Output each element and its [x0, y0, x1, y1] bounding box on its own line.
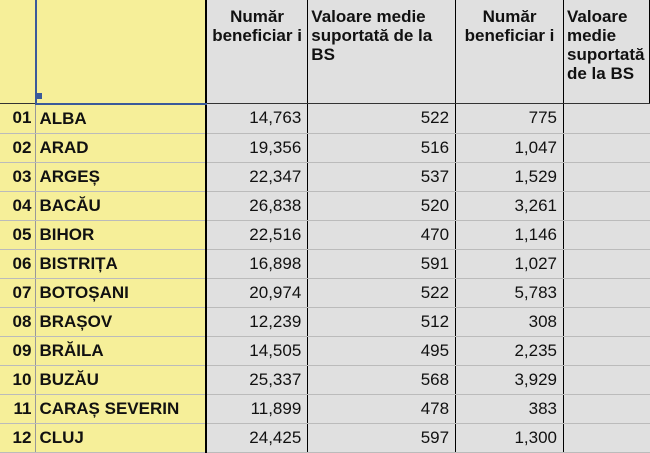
header-code-cell[interactable] — [0, 0, 36, 104]
beneficiari-1-cell[interactable]: 14,505 — [206, 336, 308, 365]
beneficiari-2-cell[interactable]: 3,929 — [456, 365, 564, 394]
code-cell[interactable]: 10 — [0, 365, 36, 394]
county-cell[interactable]: BACĂU — [36, 191, 206, 220]
beneficiari-1-cell[interactable]: 12,239 — [206, 307, 308, 336]
beneficiari-2-cell[interactable]: 1,300 — [456, 423, 564, 452]
beneficiari-1-cell[interactable]: 25,337 — [206, 365, 308, 394]
beneficiari-2-cell[interactable]: 1,146 — [456, 220, 564, 249]
table-row — [0, 162, 650, 191]
code-cell[interactable]: 09 — [0, 336, 36, 365]
beneficiari-1-cell[interactable]: 24,425 — [206, 423, 308, 452]
county-cell[interactable]: BRAȘOV — [36, 307, 206, 336]
header-row — [0, 0, 650, 104]
code-cell[interactable]: 03 — [0, 162, 36, 191]
table-row — [0, 133, 650, 162]
beneficiari-1-cell[interactable]: 19,356 — [206, 133, 308, 162]
beneficiari-1-cell[interactable]: 22,347 — [206, 162, 308, 191]
code-cell[interactable]: 04 — [0, 191, 36, 220]
code-cell[interactable]: 01 — [0, 104, 36, 134]
valoare-medie-2-cell[interactable] — [563, 104, 649, 134]
table-row — [0, 307, 650, 336]
beneficiari-1-cell[interactable]: 22,516 — [206, 220, 308, 249]
table-row — [0, 278, 650, 307]
valoare-medie-2-cell[interactable] — [563, 336, 649, 365]
header-valoare-medie-1[interactable]: Valoare medie suportată de la BS — [308, 0, 456, 104]
valoare-medie-2-cell[interactable] — [563, 423, 649, 452]
county-cell[interactable]: ARGEȘ — [36, 162, 206, 191]
county-cell[interactable]: CARAȘ SEVERIN — [36, 394, 206, 423]
code-cell[interactable]: 12 — [0, 423, 36, 452]
beneficiari-2-cell[interactable]: 775 — [456, 104, 564, 134]
table-row — [0, 249, 650, 278]
valoare-medie-2-cell[interactable] — [563, 249, 649, 278]
beneficiari-2-cell[interactable]: 5,783 — [456, 278, 564, 307]
county-cell[interactable]: BISTRIȚA — [36, 249, 206, 278]
code-cell[interactable]: 07 — [0, 278, 36, 307]
header-beneficiari-2[interactable]: Număr beneficiar i — [456, 0, 564, 104]
valoare-medie-1-cell[interactable]: 522 — [308, 104, 456, 134]
beneficiari-1-cell[interactable]: 11,899 — [206, 394, 308, 423]
valoare-medie-1-cell[interactable]: 537 — [308, 162, 456, 191]
table-row — [0, 423, 650, 452]
valoare-medie-2-cell[interactable] — [563, 133, 649, 162]
county-cell[interactable]: BOTOȘANI — [36, 278, 206, 307]
valoare-medie-2-cell[interactable] — [563, 365, 649, 394]
valoare-medie-1-cell[interactable]: 495 — [308, 336, 456, 365]
county-cell[interactable]: BRĂILA — [36, 336, 206, 365]
beneficiari-2-cell[interactable]: 1,027 — [456, 249, 564, 278]
valoare-medie-2-cell[interactable] — [563, 394, 649, 423]
county-cell[interactable]: ALBA — [36, 104, 206, 134]
valoare-medie-2-cell[interactable] — [563, 307, 649, 336]
valoare-medie-2-cell[interactable] — [563, 191, 649, 220]
valoare-medie-1-cell[interactable]: 522 — [308, 278, 456, 307]
valoare-medie-1-cell[interactable]: 516 — [308, 133, 456, 162]
table-row — [0, 336, 650, 365]
beneficiari-2-cell[interactable]: 308 — [456, 307, 564, 336]
beneficiari-2-cell[interactable]: 1,529 — [456, 162, 564, 191]
valoare-medie-1-cell[interactable]: 512 — [308, 307, 456, 336]
beneficiari-1-cell[interactable]: 14,763 — [206, 104, 308, 134]
code-cell[interactable]: 02 — [0, 133, 36, 162]
valoare-medie-2-cell[interactable] — [563, 220, 649, 249]
table-row — [0, 394, 650, 423]
valoare-medie-1-cell[interactable]: 591 — [308, 249, 456, 278]
code-cell[interactable]: 05 — [0, 220, 36, 249]
header-valoare-medie-2[interactable]: Valoare medie suportată de la BS — [563, 0, 649, 104]
code-cell[interactable]: 08 — [0, 307, 36, 336]
code-cell[interactable]: 11 — [0, 394, 36, 423]
header-beneficiari-1[interactable]: Număr beneficiar i — [206, 0, 308, 104]
beneficiari-1-cell[interactable]: 26,838 — [206, 191, 308, 220]
valoare-medie-1-cell[interactable]: 520 — [308, 191, 456, 220]
valoare-medie-1-cell[interactable]: 568 — [308, 365, 456, 394]
beneficiari-2-cell[interactable]: 2,235 — [456, 336, 564, 365]
beneficiari-2-cell[interactable]: 3,261 — [456, 191, 564, 220]
header-county-cell[interactable] — [36, 0, 206, 104]
table-row — [0, 220, 650, 249]
valoare-medie-2-cell[interactable] — [563, 162, 649, 191]
county-cell[interactable]: ARAD — [36, 133, 206, 162]
beneficiari-1-cell[interactable]: 16,898 — [206, 249, 308, 278]
code-cell[interactable]: 06 — [0, 249, 36, 278]
beneficiari-2-cell[interactable]: 1,047 — [456, 133, 564, 162]
table-row — [0, 104, 650, 134]
valoare-medie-1-cell[interactable]: 478 — [308, 394, 456, 423]
selection-fill-handle[interactable] — [36, 93, 42, 99]
county-cell[interactable]: BUZĂU — [36, 365, 206, 394]
table-row — [0, 191, 650, 220]
county-cell[interactable]: BIHOR — [36, 220, 206, 249]
county-cell[interactable]: CLUJ — [36, 423, 206, 452]
table-row — [0, 365, 650, 394]
valoare-medie-1-cell[interactable]: 597 — [308, 423, 456, 452]
beneficiari-2-cell[interactable]: 383 — [456, 394, 564, 423]
valoare-medie-2-cell[interactable] — [563, 278, 649, 307]
beneficiari-1-cell[interactable]: 20,974 — [206, 278, 308, 307]
valoare-medie-1-cell[interactable]: 470 — [308, 220, 456, 249]
